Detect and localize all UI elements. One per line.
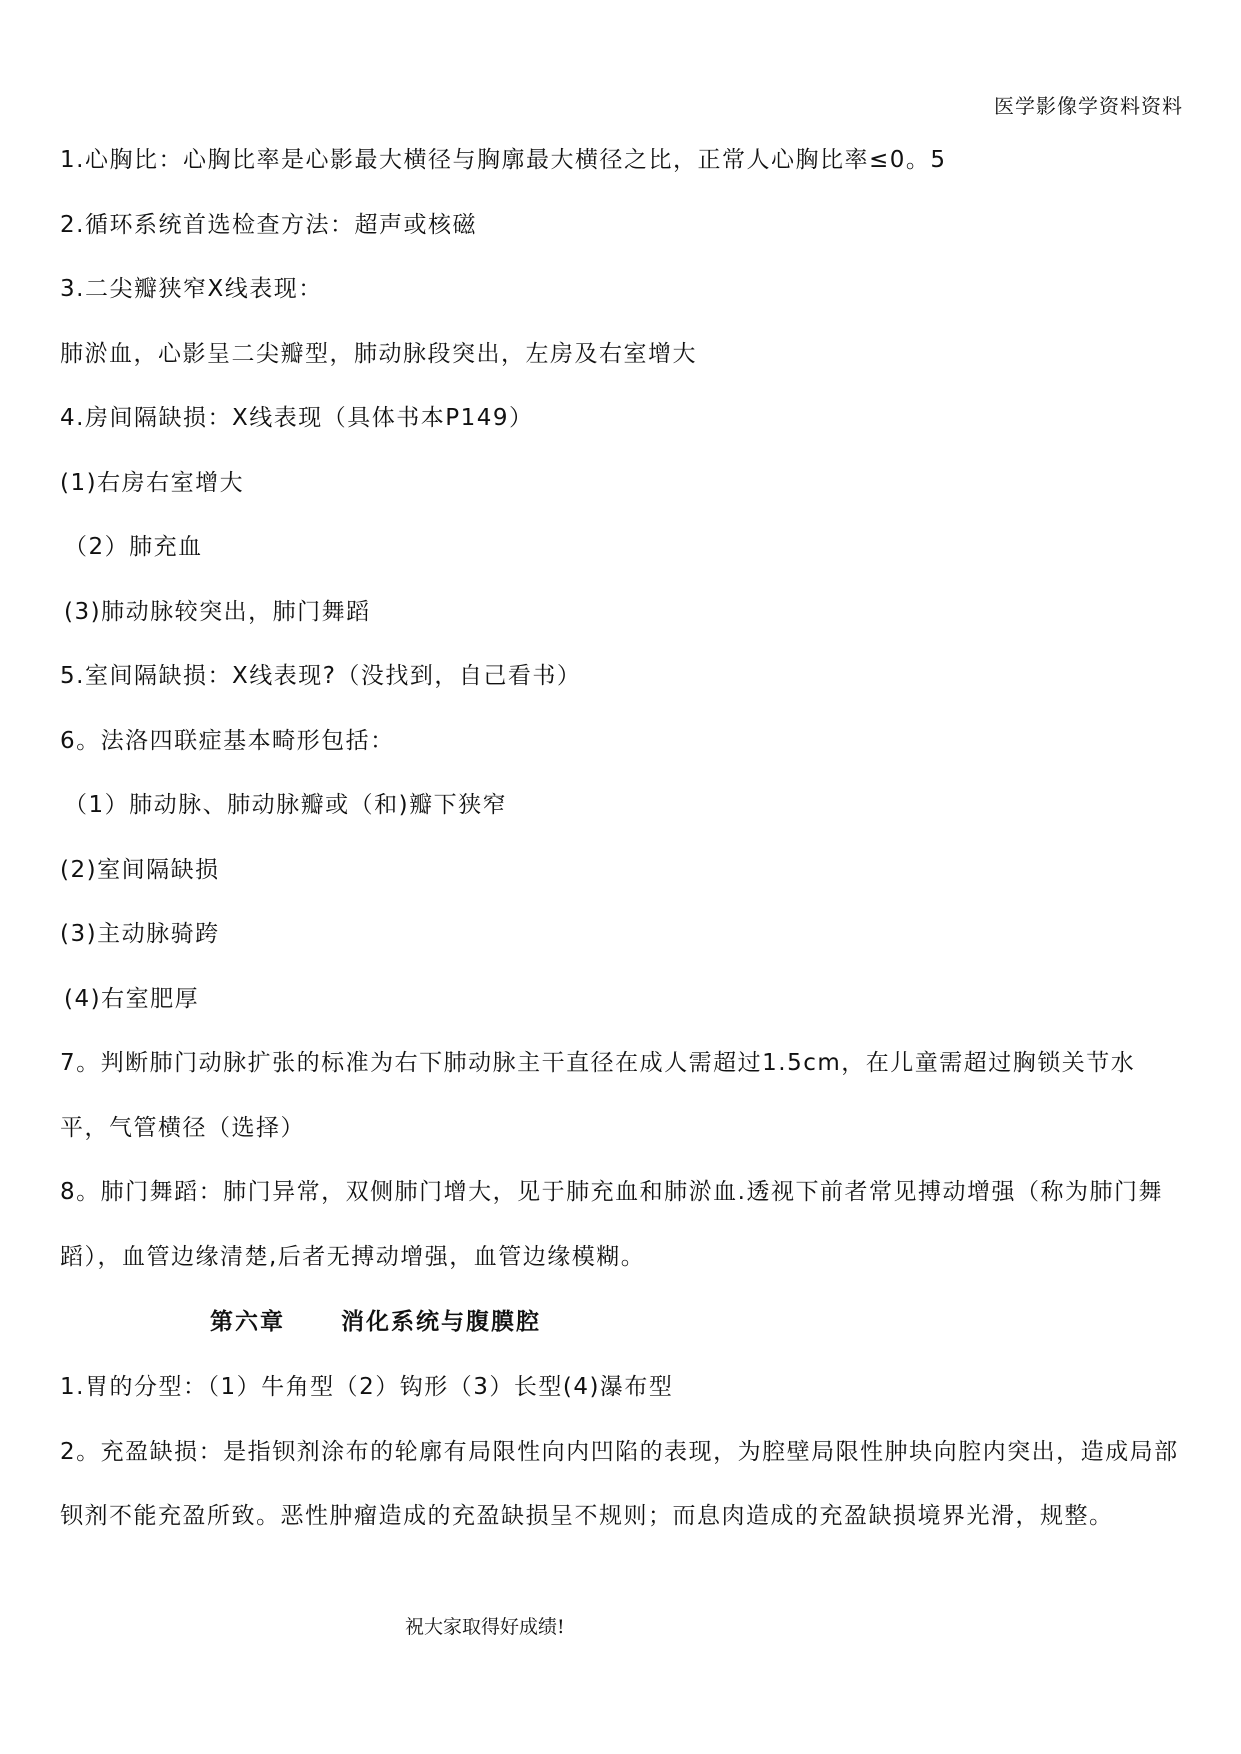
page-header: 医学影像学资料资料 (994, 94, 1183, 118)
chapter-title: 消化系统与腹膜腔 (341, 1309, 541, 1335)
chapter-number: 第六章 (210, 1309, 285, 1335)
item-4: 4.房间隔缺损：X线表现（具体书本P149） (60, 405, 534, 431)
item-5: 5.室间隔缺损：X线表现?（没找到，自己看书） (60, 663, 582, 689)
item-1: 1.心胸比：心胸比率是心影最大横径与胸廓最大横径之比，正常人心胸比率≤0。5 (60, 147, 947, 173)
item-2: 2.循环系统首选检查方法：超声或核磁 (60, 211, 477, 238)
item-6-sub-3: (3)主动脉骑跨 (60, 921, 220, 947)
item-8: 8。肺门舞蹈：肺门异常，双侧肺门增大，见于肺充血和肺淤血.透视下前者常见搏动增强（称为肺门舞蹈），血管边缘清楚,后者无搏动增强，血管边缘模糊。 (60, 1179, 1163, 1270)
ch6-item-2: 2。充盈缺损：是指钡剂涂布的轮廓有局限性向内凹陷的表现，为腔壁局限性肿块向腔内突出，造成局部钡剂不能充盈所致。恶性肿瘤造成的充盈缺损呈不规则；而息肉造成的充盈缺损境界光滑，规整。 (60, 1438, 1179, 1529)
item-4-sub-3: (3)肺动脉较突出，肺门舞蹈 (64, 598, 371, 625)
chapter-heading (60, 1289, 1184, 1355)
ch6-item-1: 1.胃的分型：（1）牛角型（2）钩形（3）长型(4)瀑布型 (60, 1374, 674, 1400)
item-4-sub-1: (1)右房右室增大 (60, 469, 245, 496)
item-6-sub-1: （1）肺动脉、肺动脉瓣或（和)瓣下狭窄 (64, 792, 508, 818)
item-6: 6。法洛四联症基本畸形包括： (60, 727, 395, 754)
item-3-detail: 肺淤血，心影呈二尖瓣型，肺动脉段突出，左房及右室增大 (60, 340, 697, 367)
item-4-sub-2: （2）肺充血 (64, 534, 203, 560)
item-6-sub-2: (2)室间隔缺损 (60, 856, 220, 883)
item-7: 7。判断肺门动脉扩张的标准为右下肺动脉主干直径在成人需超过1.5cm，在儿童需超过胸锁关节水平，气管横径（选择） (60, 1050, 1136, 1141)
item-6-sub-4: (4)右室肥厚 (64, 985, 200, 1012)
page-footer: 祝大家取得好成绩! (405, 1616, 565, 1638)
item-3: 3.二尖瓣狭窄X线表现： (60, 276, 323, 302)
document-body (60, 128, 1184, 1549)
